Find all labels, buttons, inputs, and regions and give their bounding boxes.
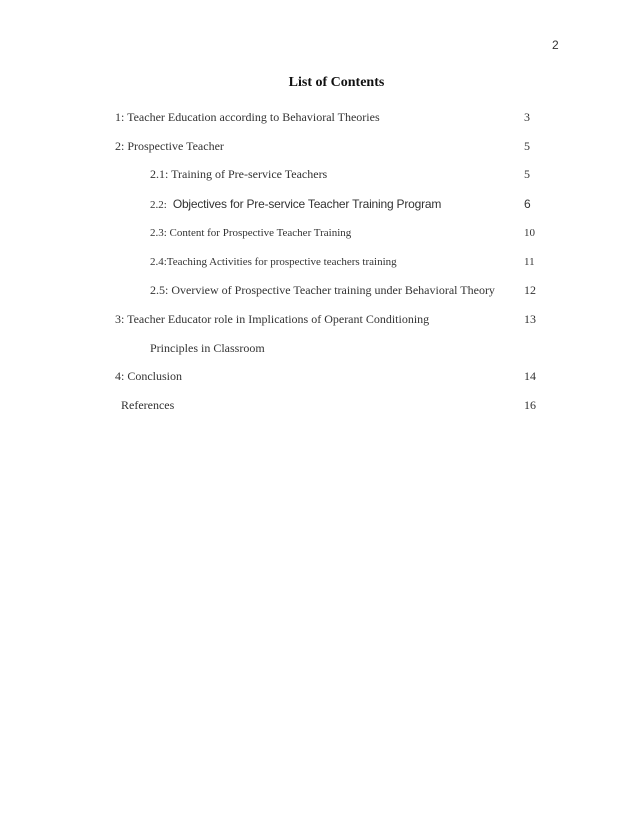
page-number: 2: [552, 38, 559, 52]
toc-entry-page: 6: [524, 197, 531, 211]
toc-entry-page: 14: [524, 369, 536, 383]
toc-entry-page: 5: [524, 167, 530, 181]
toc-entry-prefix: 2.2:: [150, 199, 167, 211]
toc-entry-label: 1: Teacher Education according to Behavioral Theories: [115, 110, 380, 124]
toc-entry-page: 13: [524, 312, 536, 326]
toc-entry-4: [0, 367, 638, 385]
toc-entry-label: [150, 195, 441, 214]
toc-entry-label: 2.5: Overview of Prospective Teacher training under Behavioral Theory: [150, 283, 495, 297]
toc-entry-1: [0, 108, 638, 126]
toc-entry-2-1: [0, 165, 638, 183]
toc-entry-2-4: [0, 253, 638, 271]
toc-entry-label: References: [121, 398, 175, 412]
toc-entry-page: 5: [524, 139, 530, 153]
toc-entry-references: [0, 396, 638, 414]
toc-entry-page: 12: [524, 283, 536, 297]
toc-entry-3: [0, 310, 638, 328]
toc-entry-page: 16: [524, 398, 536, 412]
toc-entry-label: 2.1: Training of Pre-service Teachers: [150, 167, 328, 181]
toc-entry-2-5: [0, 281, 638, 299]
toc-entry-2-2: [0, 195, 638, 213]
toc-entry-title: Objectives for Pre-service Teacher Training Program: [172, 197, 442, 211]
toc-entry-2-3: [0, 224, 638, 242]
toc-entry-page: 11: [524, 256, 535, 268]
toc-entry-2: [0, 137, 638, 155]
page-title: List of Contents: [288, 75, 385, 90]
toc-entry-label: 2: Prospective Teacher: [115, 139, 224, 153]
toc-entry-label: Principles in Classroom: [150, 341, 265, 355]
toc-entry-page: 3: [524, 110, 530, 124]
toc-entry-label: 2.4:Teaching Activities for prospective teachers training: [150, 256, 397, 268]
toc-entry-label: 4: Conclusion: [115, 369, 183, 383]
toc-entry-label: 3: Teacher Educator role in Implications of Operant Conditioning: [115, 312, 430, 326]
toc-entry-3-continued: [0, 339, 638, 357]
toc-entry-label: 2.3: Content for Prospective Teacher Training: [150, 227, 352, 239]
toc-entry-page: 10: [524, 227, 535, 239]
